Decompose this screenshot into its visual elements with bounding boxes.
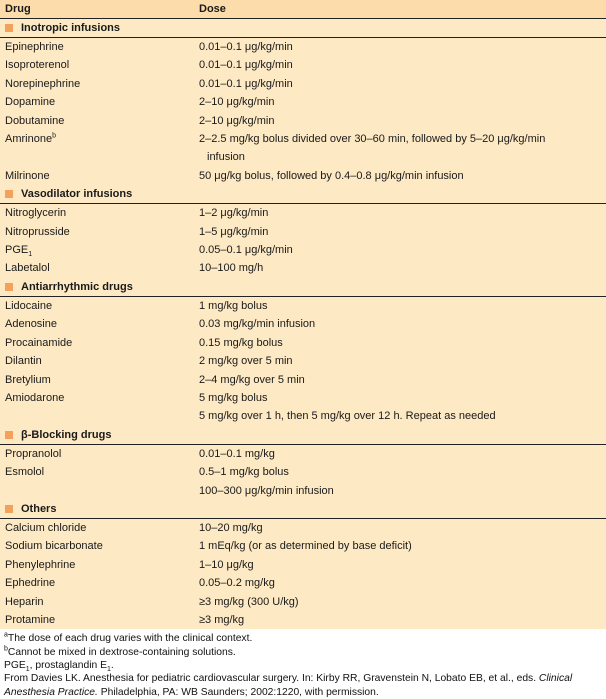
table-row bbox=[0, 93, 606, 111]
drug-name: Milrinone bbox=[5, 169, 50, 182]
dose-value: 2–10 μg/kg/min bbox=[199, 96, 275, 109]
drug-name: Norepinephrine bbox=[5, 77, 81, 90]
section-header bbox=[0, 185, 606, 204]
drug-name: Dobutamine bbox=[5, 114, 65, 127]
dose-value: 0.05–0.2 mg/kg bbox=[199, 577, 275, 590]
table-row bbox=[0, 593, 606, 611]
table-header bbox=[0, 0, 606, 19]
dose-value: 0.5–1 mg/kg bolus 100–300 μg/kg/min infusion bbox=[199, 466, 334, 497]
table-row bbox=[0, 259, 606, 277]
dose-value: ≥3 mg/kg bbox=[199, 613, 245, 626]
drug-name: Amiodarone bbox=[5, 391, 65, 404]
drug-name: Calcium chloride bbox=[5, 521, 87, 534]
table-body bbox=[0, 19, 606, 629]
source-citation: From Davies LK. Anesthesia for pediatric cardiovascular surgery. In: Kirby RR, Gravenstein N, Lobato EB, et al., eds. Clinical Anesthesia Practice. Philadelphia, PA: WB Saunders; 2002:1220, with permission. bbox=[4, 673, 573, 698]
table-row bbox=[0, 463, 606, 500]
dose-value: 1–10 μg/kg bbox=[199, 558, 254, 571]
section-header bbox=[0, 500, 606, 519]
header-dose: Dose bbox=[199, 3, 226, 15]
dose-value: 50 μg/kg bolus, followed by 0.4–0.8 μg/kg/min infusion bbox=[199, 169, 464, 182]
drug-name: Dilantin bbox=[5, 355, 42, 368]
dose-value: 0.03 mg/kg/min infusion bbox=[199, 318, 316, 331]
table-row bbox=[0, 556, 606, 574]
dose-value: 10–20 mg/kg bbox=[199, 521, 263, 534]
section-title: Antiarrhythmic drugs bbox=[21, 280, 133, 293]
table-row bbox=[0, 611, 606, 629]
table-row bbox=[0, 389, 606, 426]
drug-name: Propranolol bbox=[5, 447, 62, 460]
drug-name: Heparin bbox=[5, 595, 44, 608]
drug-name: $PGE_1$ bbox=[5, 244, 33, 259]
drug-name: Adenosine bbox=[5, 318, 57, 331]
section-square-icon bbox=[5, 505, 13, 513]
table-row bbox=[0, 112, 606, 130]
table-row bbox=[0, 519, 606, 537]
drug-name: Ephedrine bbox=[5, 577, 56, 590]
drug-name: Epinephrine bbox=[5, 41, 64, 53]
dose-value: 0.05–0.1 μg/kg/min bbox=[199, 244, 293, 257]
drug-name: Procainamide bbox=[5, 336, 73, 349]
dose-value: 1–5 μg/kg/min bbox=[199, 225, 269, 238]
dose-value: 2–2.5 mg/kg bolus divided over 30–60 min, followed by 5–20 μg/kg/min infusion bbox=[199, 133, 546, 164]
table-row bbox=[0, 334, 606, 352]
drug-name: Sodium bicarbonate bbox=[5, 540, 103, 553]
dose-value: 0.01–0.1 μg/kg/min bbox=[199, 41, 293, 53]
section-header bbox=[0, 426, 606, 445]
dose-value: 0.01–0.1 μg/kg/min bbox=[199, 77, 293, 90]
table-row bbox=[0, 130, 606, 167]
dose-value: 10–100 mg/h bbox=[199, 262, 264, 275]
section-title: Others bbox=[21, 502, 57, 515]
dose-value: 5 mg/kg bolus 5 mg/kg over 1 h, then 5 mg/kg over 12 h. Repeat as needed bbox=[199, 391, 496, 423]
table-row bbox=[0, 38, 606, 56]
table-row bbox=[0, 574, 606, 592]
table-row bbox=[0, 56, 606, 74]
abbreviation-note: $PGE_1$, prostaglandin $E_1$. bbox=[4, 659, 114, 674]
section-square-icon bbox=[5, 431, 13, 439]
drug-name: Bretylium bbox=[5, 373, 51, 386]
section-header bbox=[0, 19, 606, 38]
section-title: β-Blocking drugs bbox=[21, 428, 112, 441]
dose-value: ≥3 mg/kg (300 U/kg) bbox=[199, 595, 299, 608]
section-title: Inotropic infusions bbox=[21, 22, 120, 34]
section-header bbox=[0, 278, 606, 297]
table-row bbox=[0, 297, 606, 315]
dose-value: 1 mg/kg bolus bbox=[199, 299, 268, 312]
dose-value: 0.15 mg/kg bolus bbox=[199, 336, 283, 349]
dose-value: 0.01–0.1 μg/kg/min bbox=[199, 59, 293, 72]
drug-name: Phenylephrine bbox=[5, 558, 76, 571]
section-square-icon bbox=[5, 190, 13, 198]
dose-value: 2 mg/kg over 5 min bbox=[199, 355, 293, 368]
section-square-icon bbox=[5, 283, 13, 291]
drug-name: Protamine bbox=[5, 613, 56, 626]
dose-value: 1–2 μg/kg/min bbox=[199, 207, 269, 220]
table-row bbox=[0, 537, 606, 555]
section-square-icon bbox=[5, 24, 13, 32]
drug-name: Amrinone$^b$ bbox=[5, 132, 56, 146]
dose-value: 1 mEq/kg (or as determined by base deficit) bbox=[199, 540, 412, 553]
table-row bbox=[0, 75, 606, 93]
drug-name: Dopamine bbox=[5, 96, 56, 109]
table-row bbox=[0, 371, 606, 389]
table-row bbox=[0, 315, 606, 333]
section-title: Vasodilator infusions bbox=[21, 188, 133, 201]
dose-value: 2–4 mg/kg over 5 min bbox=[199, 373, 305, 386]
drug-name: Nitroglycerin bbox=[5, 207, 67, 220]
footnote-b: $^b$Cannot be mixed in dextrose-containing solutions. bbox=[4, 645, 236, 658]
table-row bbox=[0, 223, 606, 241]
dose-value: 2–10 μg/kg/min bbox=[199, 114, 275, 127]
drug-name: Nitroprusside bbox=[5, 225, 70, 238]
table-row bbox=[0, 445, 606, 463]
table-row bbox=[0, 167, 606, 185]
footnote-a: $^a$The dose of each drug varies with the clinical context. bbox=[4, 631, 253, 645]
dose-value: 0.01–0.1 mg/kg bbox=[199, 447, 275, 460]
drug-name: Esmolol bbox=[5, 466, 45, 479]
table-row bbox=[0, 204, 606, 222]
table-row bbox=[0, 352, 606, 370]
drug-name: Lidocaine bbox=[5, 299, 53, 312]
footnotes bbox=[0, 629, 606, 698]
header-drug: Drug bbox=[5, 3, 31, 15]
drug-name: Labetalol bbox=[5, 262, 50, 275]
drug-name: Isoproterenol bbox=[5, 59, 70, 72]
table-row bbox=[0, 241, 606, 259]
